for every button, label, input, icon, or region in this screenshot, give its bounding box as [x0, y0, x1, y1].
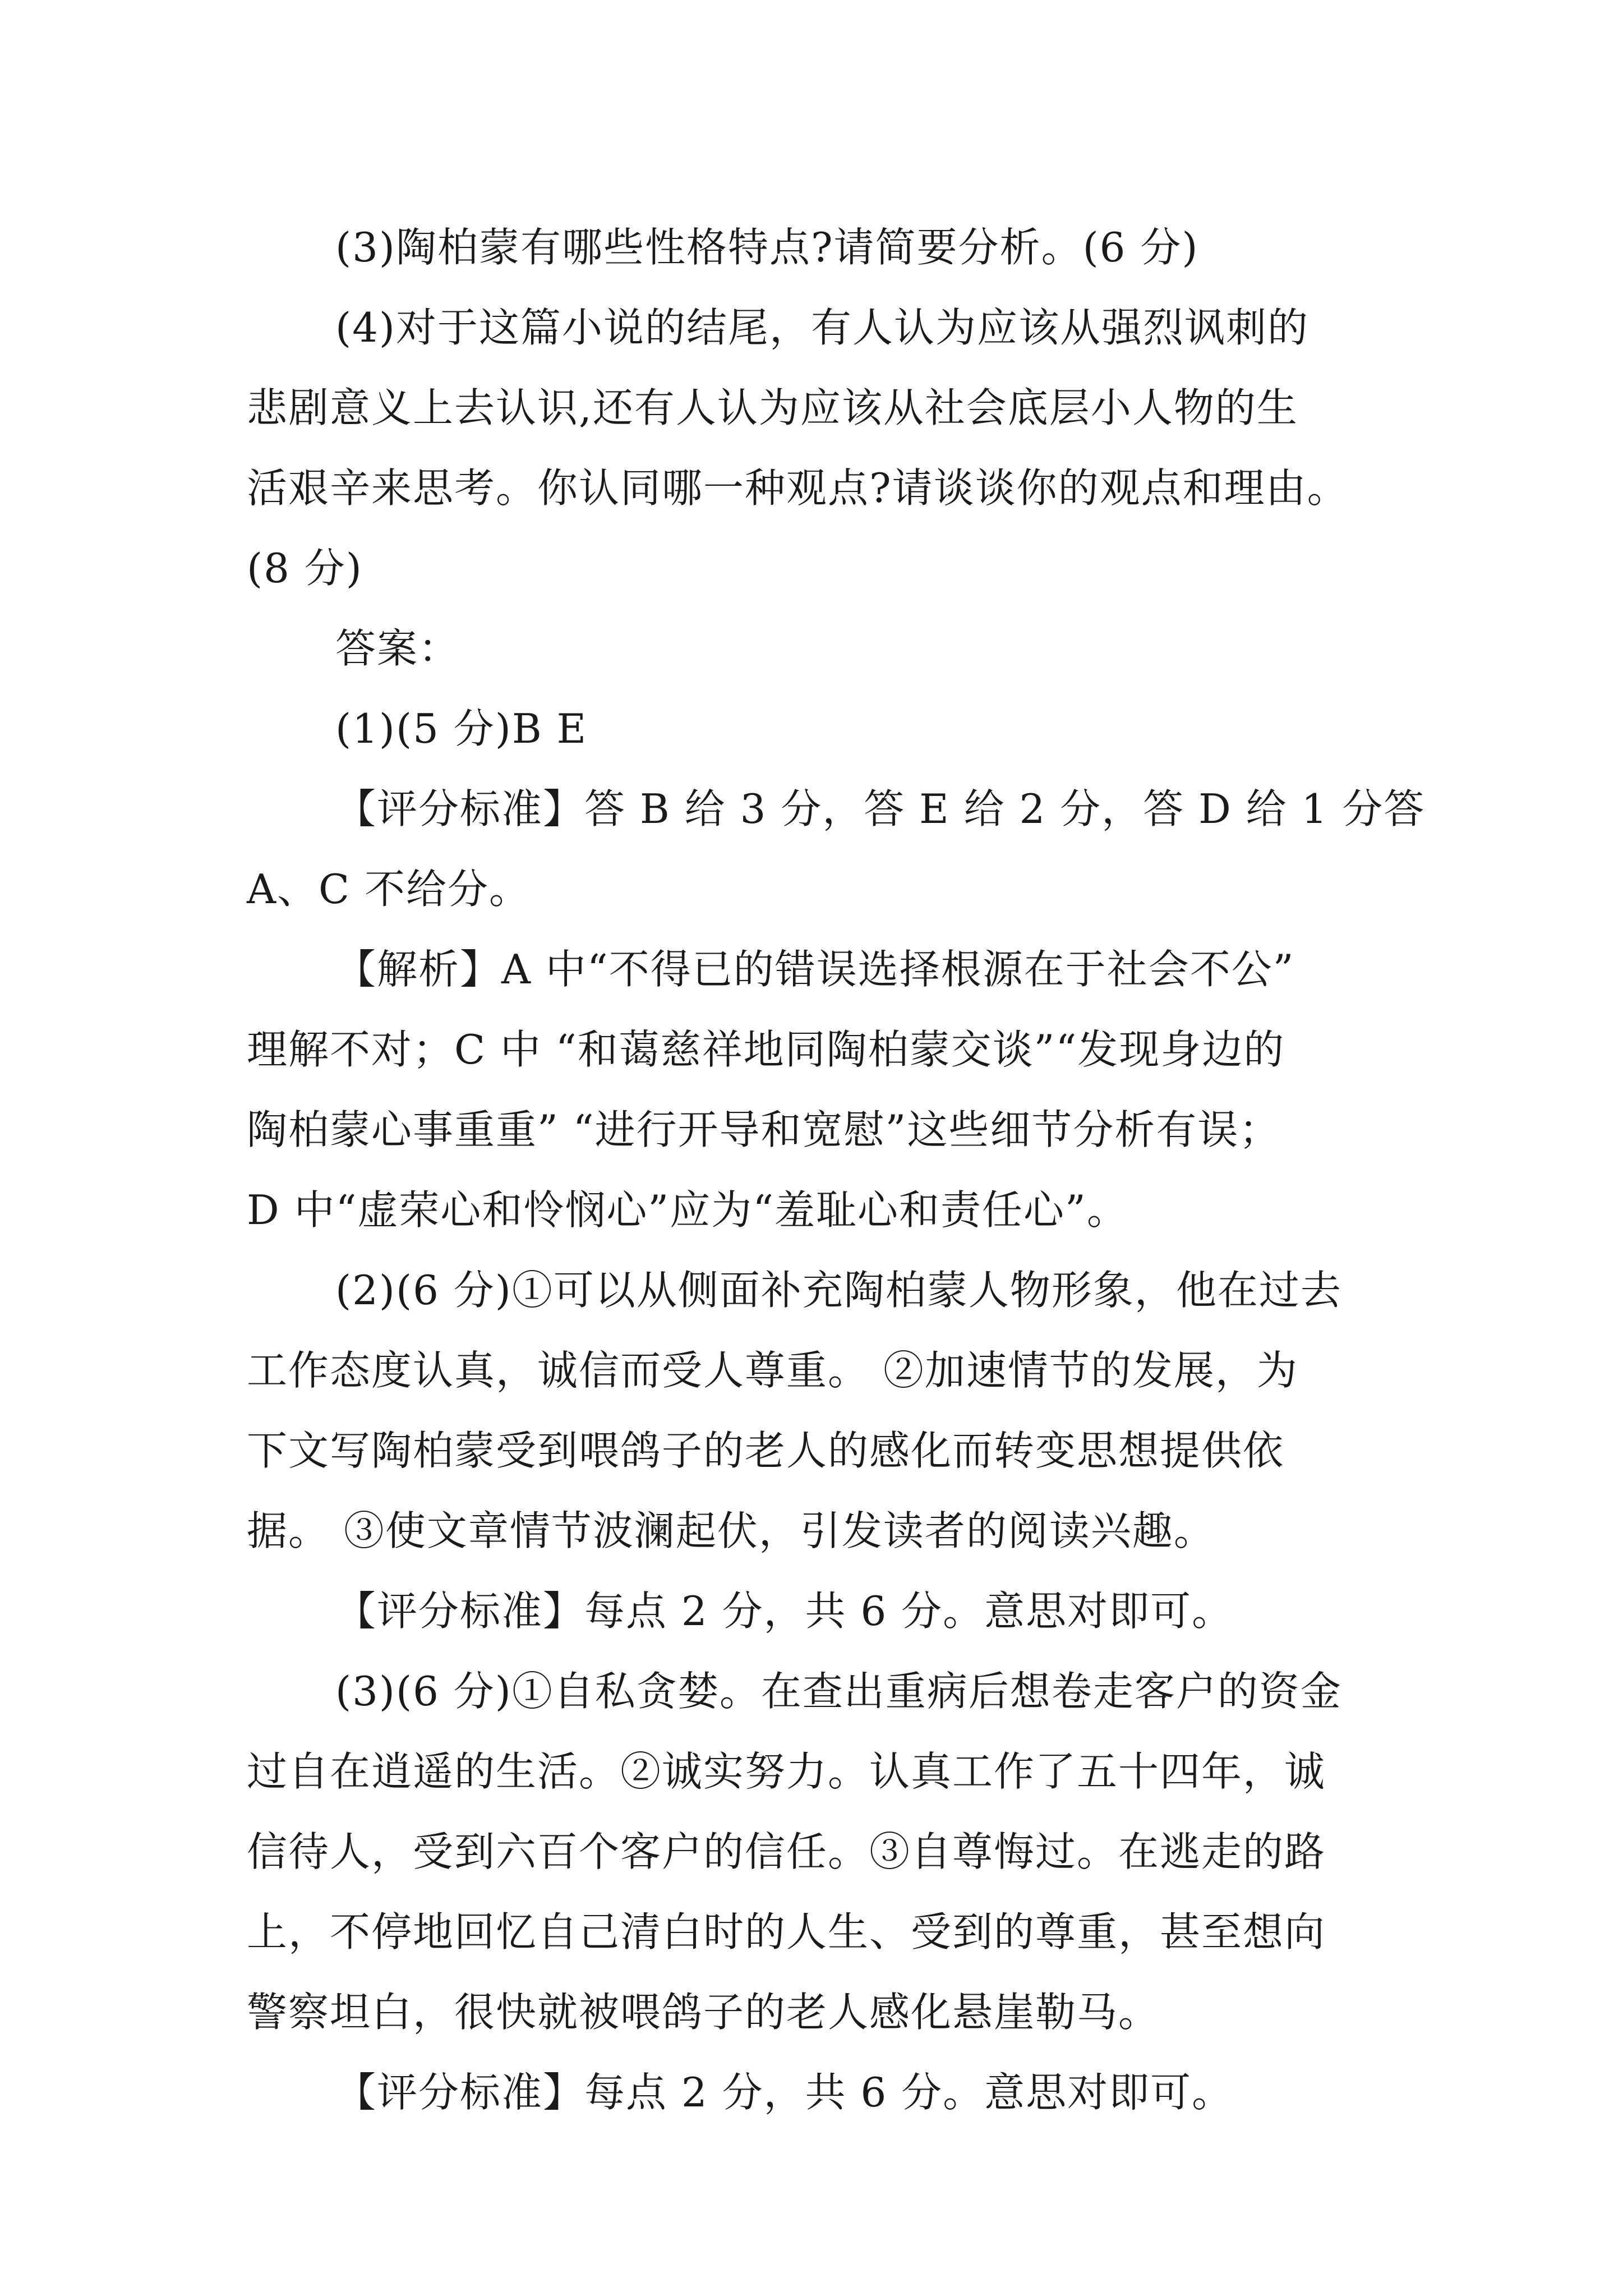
question-4-prompt-line: (4)对于这篇小说的结尾，有人认为应该从强烈讽刺的 — [335, 304, 1309, 351]
answer-heading: 答案： — [335, 625, 460, 672]
answer-2-line: (2)(6 分)①可以从侧面补充陶柏蒙人物形象，他在过去 — [335, 1267, 1342, 1314]
answer-3-line: 上，不停地回忆自己清白时的人生、受到的尊重，甚至想向 — [247, 1908, 1326, 1955]
question-4-prompt-line: 悲剧意义上去认识,还有人认为应该从社会底层小人物的生 — [247, 384, 1298, 431]
question-4-prompt-line: (8 分) — [247, 545, 363, 592]
question-4-prompt-line: 活艰辛来思考。你认同哪一种观点?请谈谈你的观点和理由。 — [247, 464, 1349, 512]
answer-1-analysis-line: D 中“虚荣心和怜悯心”应为“羞耻心和责任心”。 — [247, 1186, 1128, 1234]
answer-1-criteria-line: A、C 不给分。 — [247, 866, 531, 913]
answer-2-line: 据。 ③使文章情节波澜起伏，引发读者的阅读兴趣。 — [247, 1507, 1215, 1554]
answer-1-analysis-line: 理解不对；C 中 “和蔼慈祥地同陶柏蒙交谈”“发现身边的 — [247, 1026, 1285, 1073]
question-3-prompt: (3)陶柏蒙有哪些性格特点?请简要分析。(6 分) — [335, 224, 1199, 271]
answer-1-analysis-line: 陶柏蒙心事重重” “进行开导和宽慰”这些细节分析有误； — [247, 1106, 1281, 1153]
answer-1-analysis-line: 【解析】A 中“不得已的错误选择根源在于社会不公” — [335, 946, 1295, 993]
answer-2-line: 工作态度认真，诚信而受人尊重。 ②加速情节的发展，为 — [247, 1347, 1298, 1394]
answer-3-line: 警察坦白，很快就被喂鸽子的老人感化悬崖勒马。 — [247, 1989, 1160, 2036]
document-body — [247, 208, 1426, 2133]
answer-3-line: (3)(6 分)①自私贪婪。在查出重病后想卷走客户的资金 — [335, 1668, 1342, 1715]
answer-3-line: 过自在逍遥的生活。②诚实努力。认真工作了五十四年，诚 — [247, 1748, 1326, 1795]
answer-3-criteria: 【评分标准】每点 2 分，共 6 分。意思对即可。 — [335, 2069, 1234, 2116]
answer-2-line: 下文写陶柏蒙受到喂鸽子的老人的感化而转变思想提供依 — [247, 1427, 1285, 1474]
answer-1-criteria-line: 【评分标准】答 B 给 3 分，答 E 给 2 分，答 D 给 1 分答 — [335, 785, 1426, 832]
answer-1: (1)(5 分)B E — [335, 705, 588, 752]
answer-3-line: 信待人，受到六百个客户的信任。③自尊悔过。在逃走的路 — [247, 1828, 1326, 1875]
answer-2-criteria: 【评分标准】每点 2 分，共 6 分。意思对即可。 — [335, 1588, 1234, 1635]
